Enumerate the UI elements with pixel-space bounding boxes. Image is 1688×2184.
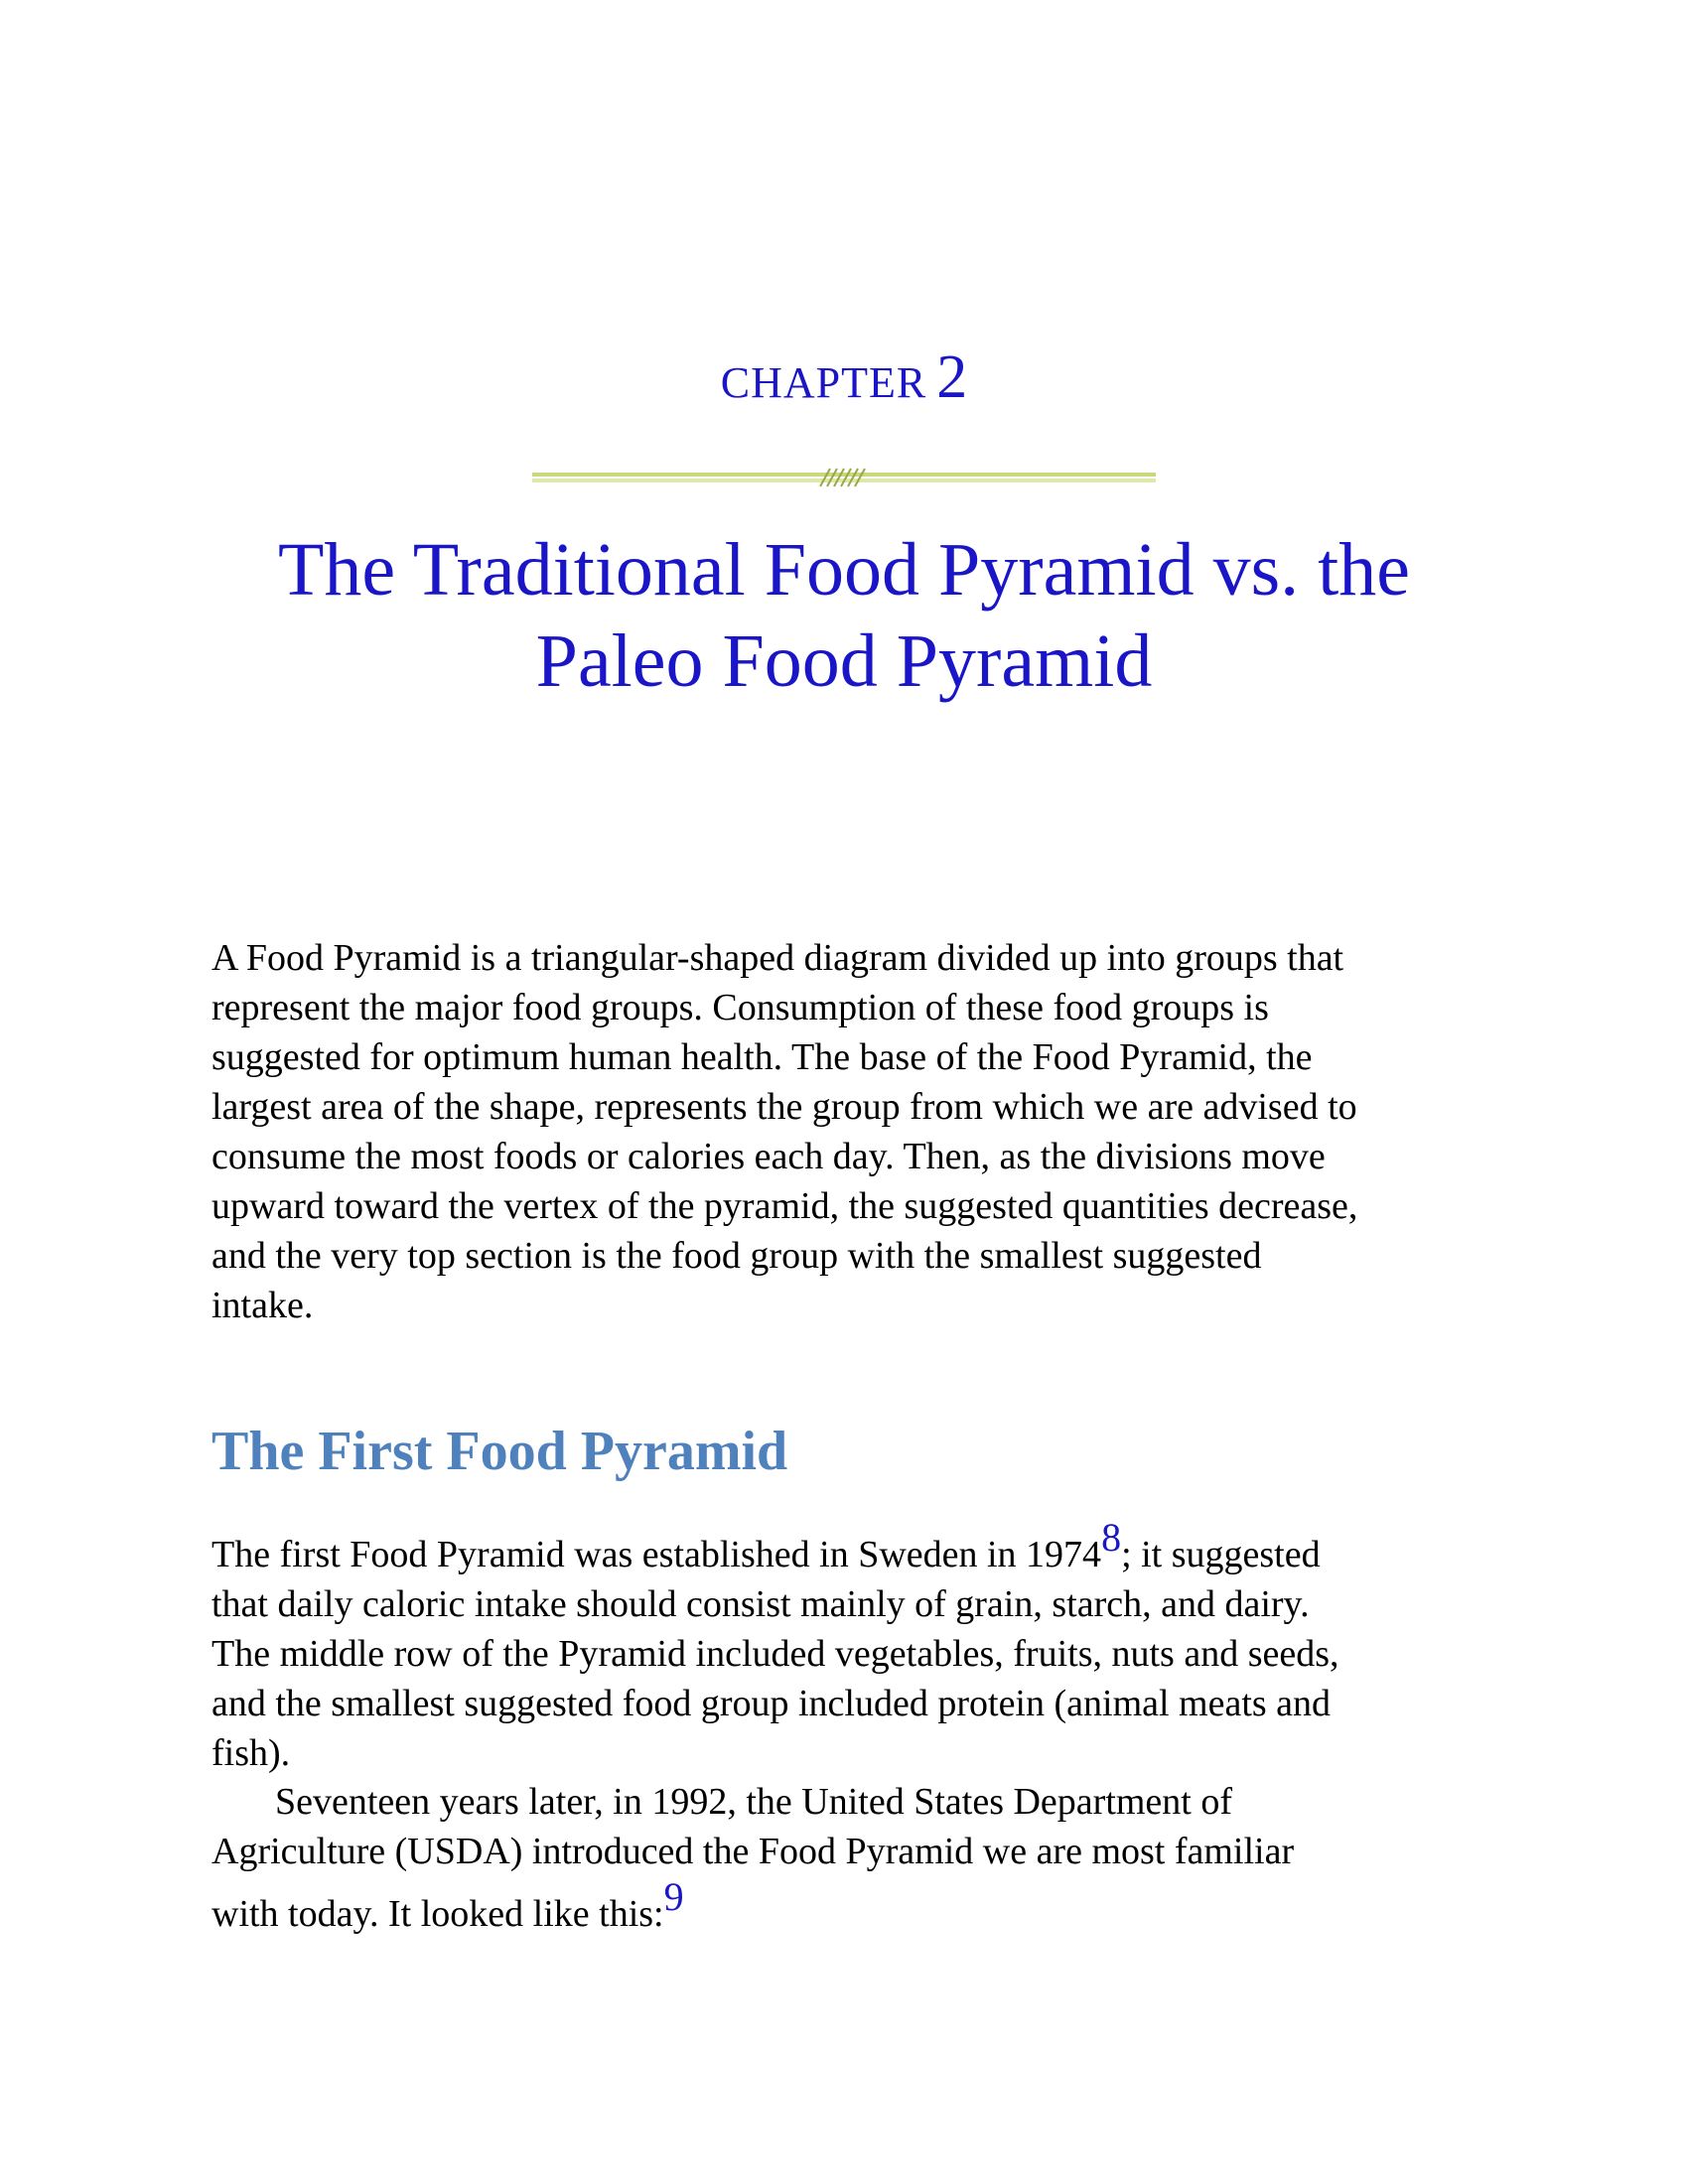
paragraph-line <box>211 1515 1502 1579</box>
chapter-title <box>149 524 1539 707</box>
paragraph-line: Seventeen years later, in 1992, the United States Department of <box>275 1781 1233 1823</box>
intro-line: represent the major food groups. Consumption of these food groups is <box>211 987 1269 1028</box>
line-text: with today. It looked like this: <box>211 1893 664 1935</box>
intro-line: A Food Pyramid is a triangular-shaped diagram divided up into groups that <box>211 937 1344 979</box>
footnote-ref-8[interactable]: 8 <box>1101 1515 1122 1560</box>
paragraph-line: that daily caloric intake should consist mainly of grain, starch, and dairy. <box>211 1583 1310 1625</box>
paragraph-line: The middle row of the Pyramid included vegetables, fruits, nuts and seeds, <box>211 1633 1339 1675</box>
first-pyramid-paragraph <box>211 1515 1502 1778</box>
line-text: ; it suggested <box>1121 1534 1321 1575</box>
intro-line: suggested for optimum human health. The base of the Food Pyramid, the <box>211 1036 1313 1078</box>
footnote-ref-9[interactable]: 9 <box>663 1874 684 1919</box>
chapter-title-line-1: The Traditional Food Pyramid vs. the <box>278 528 1410 612</box>
intro-line: upward toward the vertex of the pyramid, the suggested quantities decrease, <box>211 1185 1358 1227</box>
chapter-word: CHAPTER <box>720 358 927 407</box>
chapter-label <box>0 342 1688 413</box>
paragraph-line: fish). <box>211 1732 291 1774</box>
divider-line-top <box>532 473 1156 477</box>
usda-paragraph <box>211 1777 1502 1939</box>
divider-hatch <box>820 469 865 486</box>
line-text: The first Food Pyramid was established in Sweden in 1974 <box>211 1534 1102 1575</box>
chapter-number: 2 <box>936 343 968 411</box>
intro-paragraph <box>211 933 1502 1330</box>
intro-line: consume the most foods or calories each day. Then, as the divisions move <box>211 1136 1326 1177</box>
paragraph-line: and the smallest suggested food group included protein (animal meats and <box>211 1683 1332 1724</box>
paragraph-line <box>211 1874 1502 1939</box>
intro-line: and the very top section is the food group with the smallest suggested <box>211 1235 1262 1277</box>
section-heading: The First Food Pyramid <box>211 1421 788 1482</box>
intro-line: intake. <box>211 1285 314 1326</box>
chapter-divider <box>532 463 1156 492</box>
intro-line: largest area of the shape, represents the group from which we are advised to <box>211 1086 1357 1128</box>
chapter-title-line-2: Paleo Food Pyramid <box>535 619 1153 703</box>
paragraph-line: Agriculture (USDA) introduced the Food Pyramid we are most familiar <box>211 1831 1295 1872</box>
